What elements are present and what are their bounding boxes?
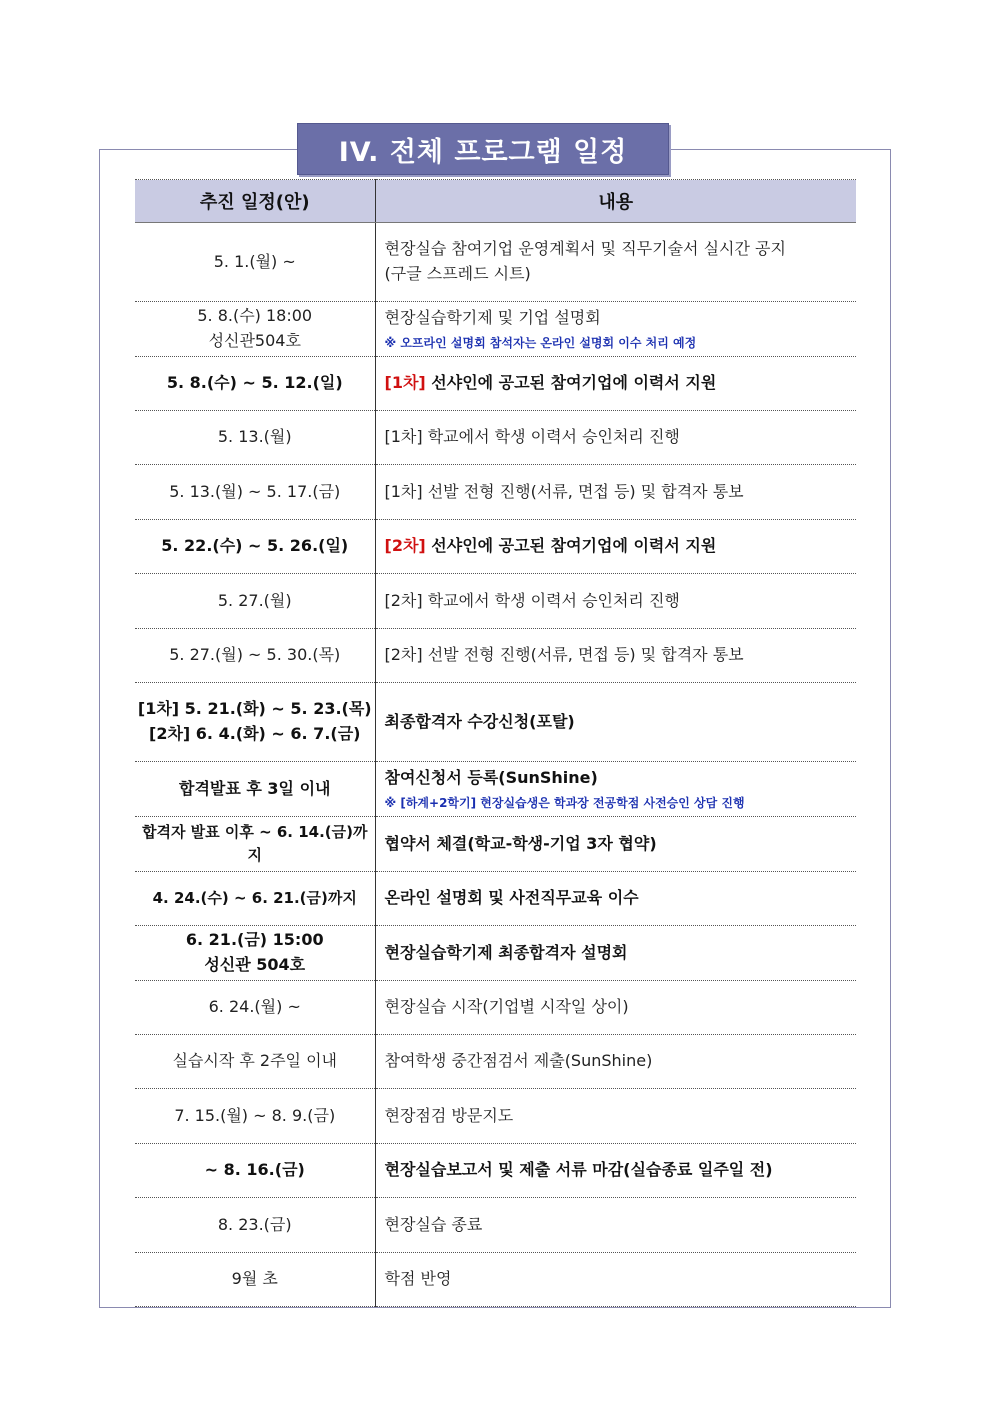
date-cell <box>135 357 375 411</box>
content-text-2: (구글 스프레드 시트) <box>384 264 531 283</box>
content-cell <box>375 926 856 981</box>
table-row <box>135 981 856 1035</box>
date-text: 4. 24.(수) ~ 6. 21.(금)까지 <box>152 888 357 907</box>
date-text: 합격발표 후 3일 이내 <box>179 778 331 798</box>
date-cell <box>135 629 375 683</box>
date-cell <box>135 1089 375 1144</box>
content-text: 현장실습 종료 <box>384 1214 483 1234</box>
date-cell <box>135 465 375 520</box>
content-text: 협약서 체결(학교-학생-기업 3자 협약) <box>384 833 657 853</box>
date-text: ~ 8. 16.(금) <box>204 1160 305 1180</box>
table-row <box>135 411 856 465</box>
date-text: 5. 8.(수) ~ 5. 12.(일) <box>166 373 343 393</box>
content-text: 현장실습학기제 및 기업 설명회 <box>384 308 601 328</box>
table-row <box>135 1253 856 1307</box>
table-row <box>135 1144 856 1198</box>
table-row <box>135 1198 856 1253</box>
date-text: 합격자 발표 이후 ~ 6. 14.(금)까지 <box>141 822 368 864</box>
content-cell <box>375 817 856 872</box>
date-text: 5. 22.(수) ~ 5. 26.(일) <box>161 536 349 556</box>
content-cell <box>375 683 856 762</box>
table-row <box>135 629 856 683</box>
date-cell <box>135 762 375 817</box>
table-row <box>135 520 856 574</box>
content-cell <box>375 762 856 817</box>
content-cell <box>375 629 856 683</box>
date-cell <box>135 223 375 302</box>
content-text: 참여신청서 등록(SunShine) <box>384 768 598 788</box>
date-cell <box>135 520 375 574</box>
table-row <box>135 465 856 520</box>
header-content: 내용 <box>375 180 856 223</box>
content-cell <box>375 981 856 1035</box>
table-row <box>135 302 856 357</box>
date-cell <box>135 1253 375 1307</box>
table-row <box>135 872 856 926</box>
content-text: 현장실습학기제 최종합격자 설명회 <box>384 942 628 962</box>
content-text: 참여학생 중간점검서 제출(SunShine) <box>384 1051 653 1071</box>
content-cell <box>375 357 856 411</box>
round-tag: [2차] <box>384 536 426 556</box>
content-cell <box>375 872 856 926</box>
location-text: 성신관 504호 <box>204 955 306 974</box>
content-cell <box>375 1253 856 1307</box>
date-text: 5. 13.(월) <box>217 427 292 447</box>
date-text: 5. 13.(월) ~ 5. 17.(금) <box>169 481 341 501</box>
date-cell <box>135 411 375 465</box>
content-text: 선샤인에 공고된 참여기업에 이력서 지원 <box>425 373 717 393</box>
date-cell <box>135 872 375 926</box>
table-row <box>135 223 856 302</box>
content-text: 선샤인에 공고된 참여기업에 이력서 지원 <box>425 536 717 556</box>
content-cell <box>375 574 856 629</box>
table-row <box>135 1035 856 1089</box>
date-text: 6. 21.(금) 15:00 <box>185 930 324 950</box>
date-text: [1차] 5. 21.(화) ~ 5. 23.(목) <box>137 699 372 719</box>
date-cell <box>135 683 375 762</box>
date-text: 9월 초 <box>231 1269 278 1289</box>
date-text-2: [2차] 6. 4.(화) ~ 6. 7.(금) <box>149 724 361 743</box>
table-header-row <box>135 180 856 223</box>
content-cell <box>375 411 856 465</box>
date-text: 8. 23.(금) <box>217 1214 292 1234</box>
content-cell <box>375 465 856 520</box>
table-row <box>135 817 856 872</box>
date-text: 5. 27.(월) <box>217 590 292 610</box>
table-row <box>135 683 856 762</box>
table-row <box>135 762 856 817</box>
table-row <box>135 574 856 629</box>
date-text: 5. 27.(월) ~ 5. 30.(목) <box>169 645 341 665</box>
content-text: 현장실습보고서 및 제출 서류 마감(실습종료 일주일 전) <box>384 1160 773 1180</box>
content-cell <box>375 1144 856 1198</box>
header-date: 추진 일정(안) <box>135 180 375 223</box>
date-text: 5. 8.(수) 18:00 <box>197 306 313 326</box>
table-row <box>135 1089 856 1144</box>
content-text: 현장실습 참여기업 운영계획서 및 직무기술서 실시간 공지 <box>384 239 786 259</box>
schedule-table <box>135 179 856 1307</box>
content-cell <box>375 223 856 302</box>
date-text: 실습시작 후 2주일 이내 <box>172 1051 338 1071</box>
content-cell <box>375 1035 856 1089</box>
date-cell <box>135 302 375 357</box>
date-cell <box>135 574 375 629</box>
date-text: 7. 15.(월) ~ 8. 9.(금) <box>174 1105 336 1125</box>
content-cell <box>375 1089 856 1144</box>
content-text: [1차] 학교에서 학생 이력서 승인처리 진행 <box>384 427 680 447</box>
content-text: [2차] 학교에서 학생 이력서 승인처리 진행 <box>384 590 680 610</box>
date-cell <box>135 981 375 1035</box>
content-text: 학점 반영 <box>384 1269 452 1289</box>
section-title: IV. 전체 프로그램 일정 <box>297 123 669 175</box>
location-text: 성신관504호 <box>208 331 301 350</box>
date-cell <box>135 1144 375 1198</box>
round-tag: [1차] <box>384 373 426 393</box>
date-text: 5. 1.(월) ~ <box>213 251 296 271</box>
content-cell <box>375 1198 856 1253</box>
content-text: 현장실습 시작(기업별 시작일 상이) <box>384 997 629 1017</box>
table-row <box>135 926 856 981</box>
date-cell <box>135 1035 375 1089</box>
content-text: 현장점검 방문지도 <box>384 1105 514 1125</box>
content-cell <box>375 520 856 574</box>
content-text: 최종합격자 수강신청(포탈) <box>384 711 575 731</box>
content-text: 온라인 설명회 및 사전직무교육 이수 <box>384 888 639 908</box>
content-text: [2차] 선발 전형 진행(서류, 면접 등) 및 합격자 통보 <box>384 645 744 665</box>
date-cell <box>135 1198 375 1253</box>
content-text: [1차] 선발 전형 진행(서류, 면접 등) 및 합격자 통보 <box>384 481 744 501</box>
table-row <box>135 357 856 411</box>
content-cell <box>375 302 856 357</box>
date-cell <box>135 926 375 981</box>
date-text: 6. 24.(월) ~ <box>208 997 301 1017</box>
note-text: ※ [하계+2학기] 현장실습생은 학과장 전공학점 사전승인 상담 진행 <box>384 796 745 810</box>
note-text: ※ 오프라인 설명회 참석자는 온라인 설명회 이수 처리 예정 <box>384 336 697 350</box>
date-cell <box>135 817 375 872</box>
